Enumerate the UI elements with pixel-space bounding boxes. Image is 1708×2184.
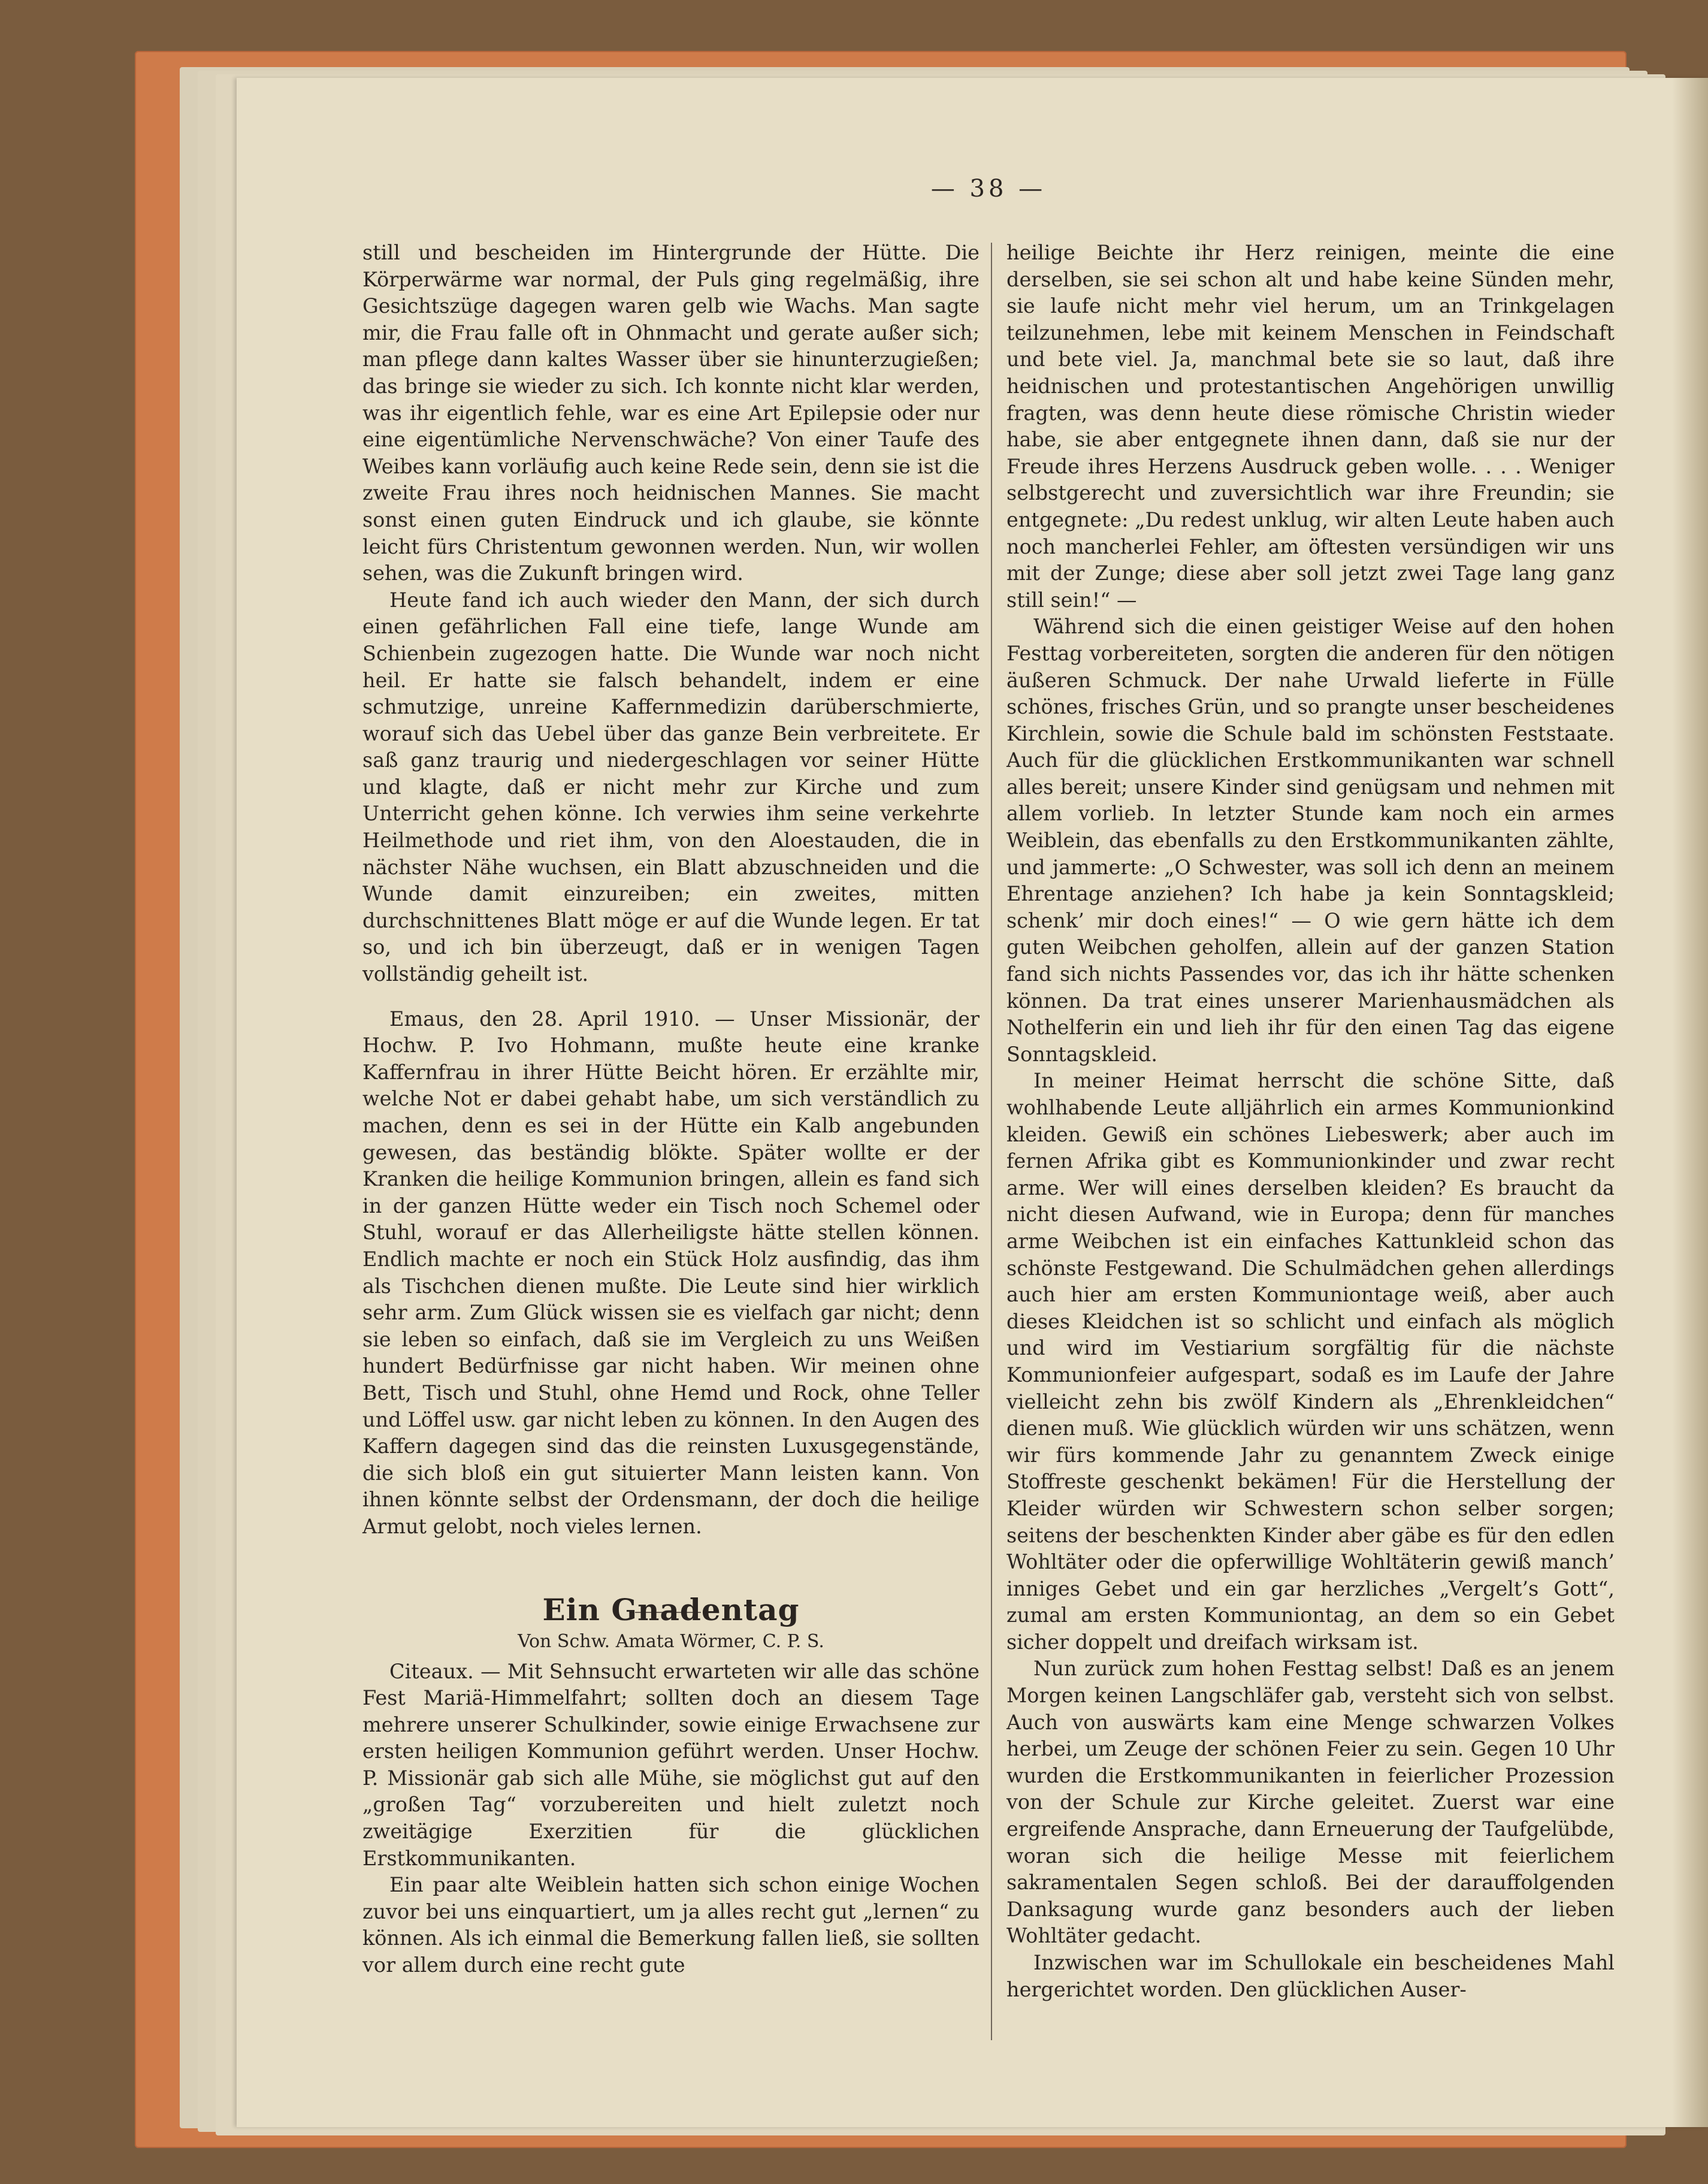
page-gutter xyxy=(1672,78,1708,2127)
right-column xyxy=(1006,240,1615,2003)
paragraph: Inzwischen war im Schullokale ein bescheidenes Mahl hergerichtet worden. Den glücklichen Auser- xyxy=(1006,1951,1615,2001)
paragraph: In meiner Heimat herrscht die schöne Sitte, daß wohlhabende Leute alljährlich ein armes Kommunionkind kleiden. Gewiß ein schönes Liebeswerk; aber auch im fernen Afrika gibt es Kommunionkinder und zwar recht arme. Wer will eines derselben kleiden? Es braucht da nicht diesen Aufwand, wie in Europa; denn für manches arme Weibchen ist ein einfaches Kattunkleid schon das schönste Festgewand. Die Schulmädchen gehen allerdings auch hier am ersten Kommuniontage weiß, aber auch dieses Kleidchen ist so schlicht und einfach als möglich und wird im Vestiarium sorgfältig für die nächste Kommunionfeier aufgespart, sodaß es im Laufe der Jahre vielleicht zehn bis zwölf Kindern als „Ehrenkleidchen“ dienen muß. Wie glücklich würden wir uns schätzen, wenn wir fürs kommende Jahr zu genanntem Zweck einige Stoffreste geschenkt bekämen! Für die Herstellung der Kleider würden wir Schwestern schon selber sorgen; seitens der beschenkten Kinder aber gäbe es für den edlen Wohltäter oder die opferwillige Wohltäterin gewiß manch’ inniges Gebet und ein gar herzliches „Vergelt’s Gott“, zumal am ersten Kommuniontag, an dem so ein Gebet sicher doppelt und dreifach wirksam ist. xyxy=(1006,1069,1615,1654)
left-column xyxy=(362,240,980,1979)
paragraph: still und bescheiden im Hintergrunde der Hütte. Die Körperwärme war normal, der Puls ging regelmäßig, ihre Gesichtszüge dagegen waren gelb wie Wachs. Man sagte mir, die Frau falle oft in Ohnmacht und gerate außer sich; man pflege dann kaltes Wasser über sie hinunterzugießen; das bringe sie wieder zu sich. Ich konnte nicht klar werden, was ihr eigentlich fehle, war es eine Art Epilepsie oder nur eine eigentümliche Nervenschwäche? Von einer Taufe des Weibes kann vorläufig auch keine Rede sein, denn sie ist die zweite Frau ihres noch heidnischen Mannes. Sie macht sonst einen guten Eindruck und ich glaube, sie könnte leicht fürs Christentum gewonnen werden. Nun, wir wollen sehen, was die Zukunft bringen wird. xyxy=(362,241,980,585)
column-divider xyxy=(991,243,992,2040)
page-number: — 38 — xyxy=(930,175,1047,203)
paragraph: heilige Beichte ihr Herz reinigen, meinte die eine derselben, sie sei schon alt und habe keine Sünden mehr, sie laufe nicht mehr viel herum, um an Trinkgelagen teilzunehmen, lebe mit keinem Menschen in Feindschaft und bete viel. Ja, manchmal bete sie so laut, daß ihre heidnischen und protestantischen Angehörigen unwillig fragten, was denn heute diese römische Christin wieder habe, sie aber entgegnete ihnen dann, daß sie nur der Freude ihres Herzens Ausdruck geben wolle. . . . Weniger selbstgerecht und zuversichtlich war ihre Freundin; sie entgegnete: „Du redest unklug, wir alten Leute haben auch noch mancherlei Fehler, am öftesten versündigen wir uns mit der Zunge; diese aber soll jetzt zwei Tage lang ganz still sein!“ — xyxy=(1006,241,1615,612)
paragraph: Citeaux. — Mit Sehnsucht erwarteten wir alle das schöne Fest Mariä-Himmelfahrt; sollten doch an diesem Tage mehrere unserer Schulkinder, sowie einige Erwachsene zur ersten heiligen Kommunion geführt werden. Unser Hochw. P. Missionär gab sich alle Mühe, sie möglichst gut auf den „großen Tag“ vorzubereiten und hielt zuletzt noch zweitägige Exerzitien für die glücklichen Erstkommunikanten. xyxy=(362,1659,980,1870)
paragraph: Während sich die einen geistiger Weise auf den hohen Festtag vorbereiteten, sorgten die anderen für den nötigen äußeren Schmuck. Der nahe Urwald lieferte in Fülle schönes, frisches Grün, und so prangte unser bescheidenes Kirchlein, sowie die Schule bald im schönsten Feststaate. Auch für die glücklichen Erstkommunikanten war schnell alles bereit; unsere Kinder sind genügsam und nehmen mit allem vorlieb. In letzter Stunde kam noch ein armes Weiblein, das ebenfalls zu den Erstkommunikanten zählte, und jammerte: „O Schwester, was soll ich denn an meinem Ehrentage anziehen? Ich habe ja kein Sonntagskleid; schenk’ mir doch eines!“ — O wie gern hätte ich dem guten Weibchen geholfen, allein auf der ganzen Station fand sich nichts Passendes vor, das ich ihr hätte schenken können. Da trat eines unserer Marienhausmädchen als Nothelferin ein und lieh ihr für den einen Tag das eigene Sonntagskleid. xyxy=(1006,615,1615,1066)
paragraph: Nun zurück zum hohen Festtag selbst! Daß es an jenem Morgen keinen Langschläfer gab, versteht sich von selbst. Auch von auswärts kam eine Menge schwarzen Volkes herbei, um Zeuge der schönen Feier zu sein. Gegen 10 Uhr wurden die Erstkommunikanten in feierlicher Prozession von der Schule zur Kirche geleitet. Zuerst war eine ergreifende Ansprache, dann Erneuerung der Taufgelübde, woran sich die heilige Messe mit feierlichem sakramentalen Segen schloß. Bei der darauffolgenden Danksagung wurde ganz besonders auch der lieben Wohltäter gedacht. xyxy=(1006,1657,1615,1948)
paragraph: Heute fand ich auch wieder den Mann, der sich durch einen gefährlichen Fall eine tiefe, lange Wunde am Schienbein zugezogen hatte. Die Wunde war noch nicht heil. Er hatte sie falsch behandelt, indem er eine schmutzige, unreine Kaffernmedizin darüberschmierte, worauf sich das Uebel über das ganze Bein verbreitete. Er saß ganz traurig und niedergeschlagen vor seiner Hütte und klagte, daß er nicht mehr zur Kirche und zum Unterricht gehen könne. Ich verwies ihm seine verkehrte Heilmethode und riet ihm, von den Aloestauden, die in nächster Nähe wuchsen, ein Blatt abzuschneiden und die Wunde damit einzureiben; ein zweites, mitten durchschnittenes Blatt möge er auf die Wunde legen. Er tat so, und ich bin überzeugt, daß er in wenigen Tagen vollständig geheilt ist. xyxy=(362,588,980,986)
section-byline: Von Schw. Amata Wörmer, C. P. S. xyxy=(518,1630,824,1652)
paragraph: Emaus, den 28. April 1910. — Unser Missionär, der Hochw. P. Ivo Hohmann, mußte heute eine kranke Kaffernfrau in ihrer Hütte Beicht hören. Er erzählte mir, welche Not er dabei gehabt habe, um sich verständlich zu machen, denn es sei in der Hütte ein Kalb angebunden gewesen, das beständig blökte. Später wollte er der Kranken die heilige Kommunion bringen, allein es fand sich in der ganzen Hütte weder ein Tisch noch Schemel oder Stuhl, worauf er das Allerheiligste hätte stellen können. Endlich machte er noch ein Stück Holz ausfindig, das ihm als Tischchen dienen mußte. Die Leute sind hier wirklich sehr arm. Zum Glück wissen sie es vielfach gar nicht; denn sie leben so einfach, daß sie im Vergleich zu uns Weißen hundert Bedürfnisse gar nicht haben. Wir meinen ohne Bett, Tisch und Stuhl, ohne Hemd und Rock, ohne Teller und Löffel usw. gar nicht leben zu können. In den Augen des Kaffern dagegen sind das die reinsten Luxusgegenstände, die sich bloß ein gut situierter Mann leisten kann. Von ihnen könnte selbst der Ordensmann, der doch die heilige Armut gelobt, noch vieles lernen. xyxy=(362,1007,980,1538)
paragraph: Ein paar alte Weiblein hatten sich schon einige Wochen zuvor bei uns einquartiert, um ja alles recht gut „lernen“ zu können. Als ich einmal die Bemerkung fallen ließ, sie sollten vor allem durch eine recht gute xyxy=(362,1873,980,1977)
section-title: Ein Gnadentag xyxy=(542,1591,800,1627)
